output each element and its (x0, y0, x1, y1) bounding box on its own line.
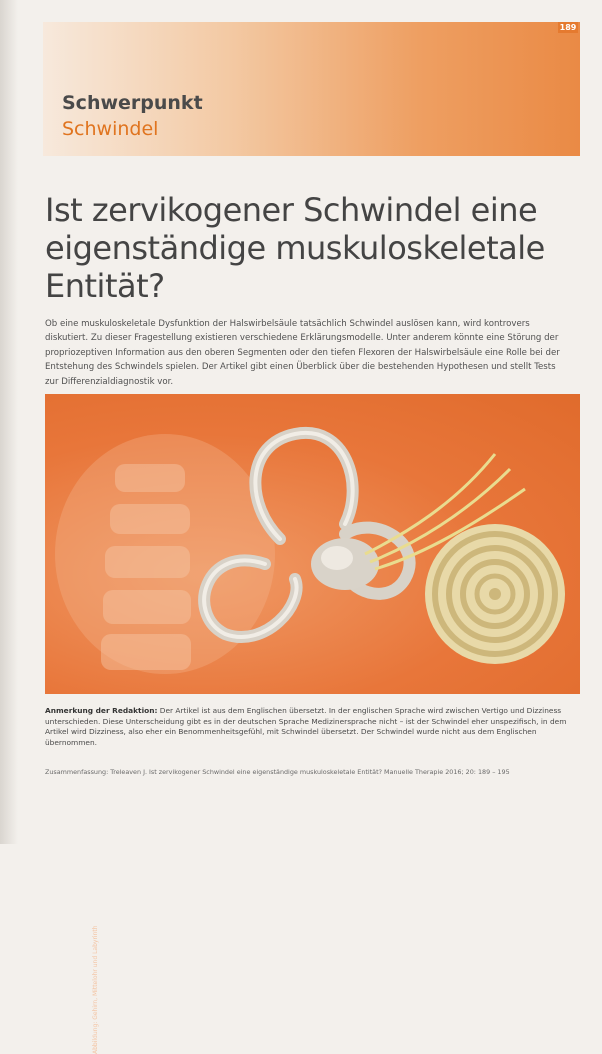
editor-note-text: Der Artikel ist aus dem Englischen übersetzt. In der englischen Sprache wird zwischen Vertigo und Dizziness unterschieden. Diese Unterscheidung gibt es in der deutschen Sprache Medizinersprache nicht – ist der Schwindel eher unspezifisch, in dem Artikel wird Dizziness, also eher ein Benommenheitsgefühl, mit Schwindel übersetzt. Der Schwindel wurde nicht aus dem Englischen übernommen. (45, 706, 567, 747)
section-subtitle: Schwindel (62, 118, 159, 140)
article-intro: Ob eine muskuloskeletale Dysfunktion der Halswirbelsäule tatsächlich Schwindel auslösen kann, wird kontrovers diskutiert. Zu dieser Fragestellung existieren verschiedene Erklärungsmodelle. Unter anderem könnte eine Störung der propriozeptiven Information aus den oberen Segmenten oder den tiefen Flexoren der Halswirbelsäule eine Rolle bei der Entstehung des Schwindels spielen. Der Artikel gibt einen Überblick über die bestehenden Hypothesen und stellt Tests zur Differenzialdiagnostik vor. (45, 318, 560, 387)
page-edge-shadow (0, 0, 18, 844)
editor-note (45, 706, 575, 748)
page-number: 189 (559, 23, 577, 32)
cochlea (425, 524, 565, 664)
editor-note-label: Anmerkung der Redaktion: (45, 706, 158, 716)
section-label: Schwerpunkt (62, 92, 203, 114)
figure-credit: Abbildung: Gehirn, Mittelohr und Labyrinth (92, 925, 99, 1054)
citation: Zusammenfassung: Treleaven J. Ist zervikogener Schwindel eine eigenständige muskuloskeletale Entität? Manuelle Therapie 2016; 20: 189 – 195 (45, 768, 510, 777)
inner-ear-drawing (45, 394, 580, 694)
article-title: Ist zervikogener Schwindel eine eigenständige muskuloskeletale Entität? (45, 191, 545, 306)
